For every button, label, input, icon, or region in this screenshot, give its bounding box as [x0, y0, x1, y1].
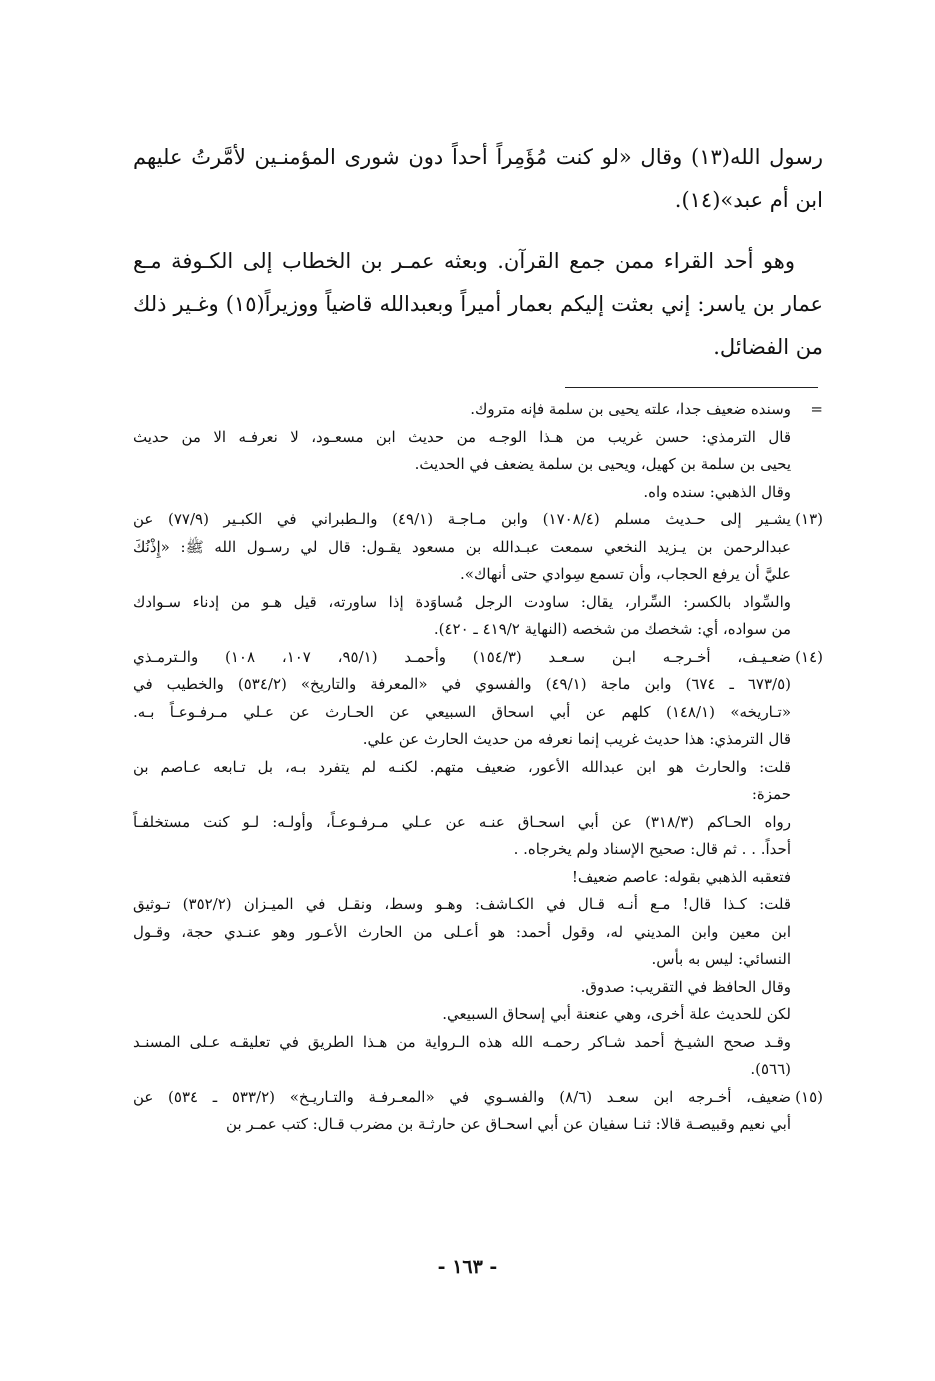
footnote-line: (٦٧٣/٥ ـ ٦٧٤) وابن ماجة (٤٩/١) والفسوي في «المعرفة والتاريخ» (٥٣٤/٢) والخطيب في: [133, 675, 792, 693]
main-paragraph-2: وهو أحد القراء ممن جمع القرآن. وبعثه عمـر بن الخطاب إلى الكـوفة مـع عمار بن ياسر: إني بعثت إليكم بعمار أميراً وبعبدالله قاضياً ووزيراً(١٥) وغـير ذلك من الفضائل.: [133, 249, 823, 359]
footnote-line: قلت: والحارث هو ابن عبدالله الأعور، ضعيف متهم. لكنـه لم يتفرد بـه، بل تـابعه عـاصم بن: [133, 757, 791, 776]
footnote-line: يحيى بن سلمة بن كهيل، ويحيى بن سلمة يضعف في الحديث.: [414, 455, 791, 473]
footnote-number: (١٥): [795, 1087, 823, 1106]
footnote-1: [133, 396, 823, 506]
footnote-line: وقـد صحح الشيـخ أحمد شـاكر رحمـه الله هذه الـرواية من هـذا الطريق في تعليقـه عـلى المسنـد: [133, 1032, 791, 1051]
main-paragraph-1: رسول الله(١٣) وقال «لو كنت مُؤَمِراً أحداً دون شورى المؤمنـين لأمَّرتُ عليهم ابن أم عبد»(١٤).: [133, 145, 823, 212]
footnote-line: والسِّواد بالكسر: السِّرار، يقال: ساودت الرجل مُساوَدة إذا ساورته، قيل هـو من إدناء سـوادك: [133, 592, 791, 611]
footnote-line: أبي نعيم وقبيصـة قالا: ثنـا سفيان عن أبي اسحـاق عن حارثـة بن مضرب قـال: كتب عمـر بن: [226, 1115, 791, 1133]
footnote-line: أحداً. . . ثم قال: صحيح الإسناد ولم يخرجاه. .: [513, 840, 791, 858]
footnote-line: ضعـيـف، أخـرجـه ابـن سـعـد (١٥٤/٣) وأحمـد (٩٥/١، ١٠٧، ١٠٨) والـترمـذي: [133, 647, 792, 666]
footnote-separator: [565, 387, 818, 388]
footnote-line: ابن معين وابن المديني له، وقول أحمد: هو أعـلى من الحارث الأعـور وهو عنـدي حجة، وقـول: [133, 922, 791, 941]
footnote-line: «تـاريخه» (١٤٨/١) كلهم عن أبي اسحاق السبيعي عن الحـارث عن عـلي مـرفـوعـاً بـه.: [133, 702, 791, 721]
footnote-line: لكن للحديث علة أخرى، وهي عنعنة أبي إسحاق السبيعي.: [442, 1005, 791, 1023]
footnote-line: من سواده، أي: شخصك من شخصه (النهاية ٤١٩/٢ ـ ٤٢٠).: [433, 620, 791, 638]
footnote-line: عليَّ أن يرفع الحجاب، وأن تسمع سِوادي حتى أنهاك».: [460, 565, 791, 583]
page-number: - ١٦٣ -: [437, 1256, 498, 1278]
footnote-line: قلت: كـذا قال! مـع أنـه قـال في الكـاشف: وهـو وسط، ونقـل في الميـزان (٣٥٢/٢) تـوثيق: [133, 895, 791, 913]
footnote-line: وسنده ضعيف جدا، علته يحيى بن سلمة فإنه متروك.: [470, 400, 791, 418]
footnote-line: قال الترمذي: هذا حديث غريب إنما نعرفه من حديث الحارث عن علي.: [362, 730, 791, 748]
footnote-line: عبدالرحمن بن يـزيد النخعي سمعت عبـدالله بن مسعود يقـول: قال لي رسـول الله ﷺ: «إِذْنُكَ: [133, 537, 791, 556]
footnote-line: وقال الحافظ في التقريب: صدوق.: [580, 977, 791, 996]
footnote-line: ضعيف، أخـرجه ابن سعـد (٨/٦) والفسـوي في «المعـرفـة والتـاريـخ» (٥٣٣/٢ ـ ٥٣٤) عن: [133, 1087, 791, 1106]
footnote-line: رواه الحـاكم (٣١٨/٣) عن أبي اسحـاق عنـه عن عـلي مـرفـوعـاً، وأولـه: لـو كنت مستخلفـاً: [133, 812, 791, 831]
footnote-line: النسائي: ليس به بأس.: [651, 950, 791, 968]
footnotes: [133, 396, 823, 1139]
footnote-3: [133, 644, 823, 1084]
footnote-line: قال الترمذي: حسن غريب من هـذا الوجـه من حديث ابن مسعـود، لا نعرفـه الا من حديث: [133, 427, 791, 446]
footnote-number: (١٣): [795, 510, 823, 528]
footnote-line: وقال الذهبي: سنده واه.: [643, 482, 791, 501]
footnote-number: (١٤): [795, 647, 823, 666]
main-text: [133, 136, 823, 387]
footnote-line: يشـير إلى حـديث مسلم (١٧٠٨/٤) وابن مـاجـة (٤٩/١) والـطبراني في الكبـير (٧٧/٩) عن: [133, 510, 791, 528]
footnote-line: (٥٦٦).: [750, 1060, 791, 1078]
footnote-4: [133, 1084, 823, 1139]
footnote-2: [133, 506, 823, 644]
footnote-line: حمزة:: [751, 785, 791, 803]
footnote-line: فتعقبه الذهبي بقوله: عاصم ضعيف!: [571, 867, 791, 886]
footnote-number: =: [810, 400, 823, 418]
